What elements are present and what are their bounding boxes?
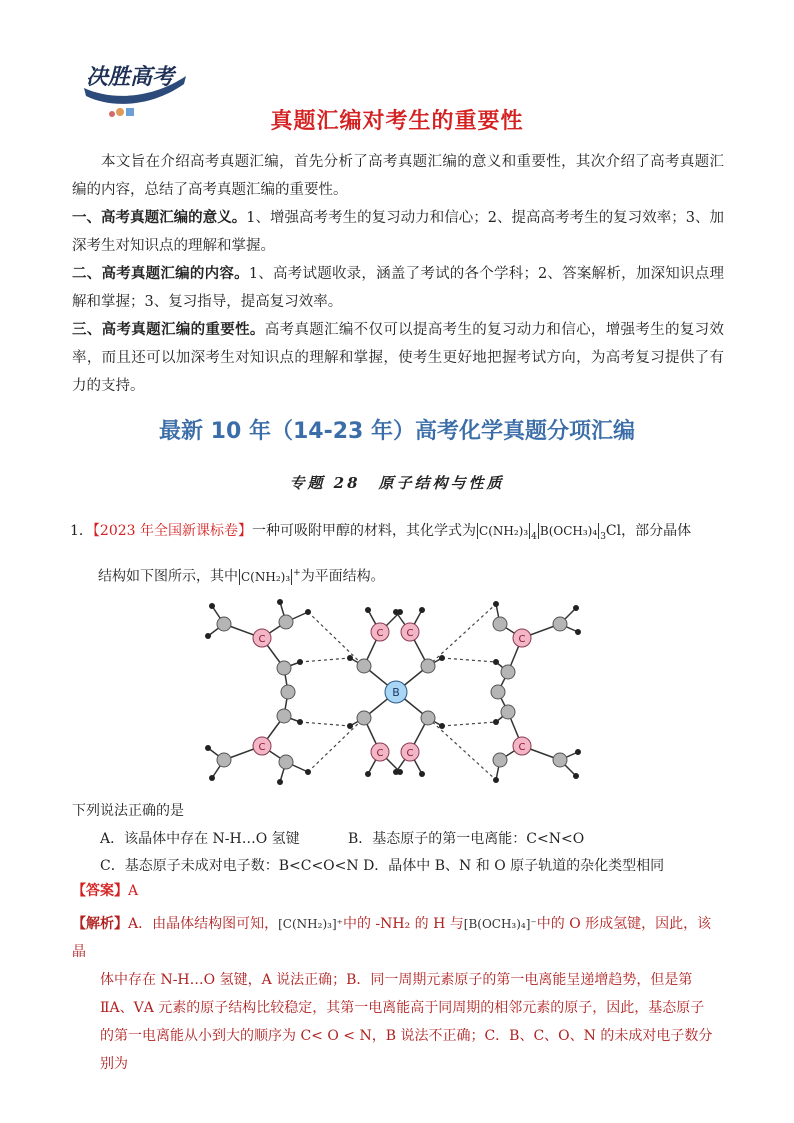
carbon-label: C <box>406 628 414 639</box>
question-text: 为平面结构。 <box>300 568 385 585</box>
formula-tail: Cl <box>605 523 622 539</box>
carbon-label: C <box>406 748 414 759</box>
question-text: 一种可吸附甲醇的材料，其化学式为 <box>252 523 477 539</box>
analysis-formula: [B(OCH₃)₄]⁻ <box>463 917 537 931</box>
analysis-text: 中的 O 形成氢键，因此，该晶 <box>72 916 712 960</box>
analysis-formula: [C(NH₂)₃]⁺ <box>278 917 343 931</box>
crystal-structure-diagram <box>200 592 600 792</box>
section-body: 高考真题汇编不仅可以提高考生的复习动力和信心，增强考生的复习效率，而且还可以加深考生对知识点的理解和掌握，使考生更好地把握考试方向，为高考复习提供了有力的支持。 <box>72 322 724 394</box>
analysis <box>72 910 722 1078</box>
formula-superscript: + <box>293 568 301 578</box>
option-b: B．基态原子的第一电离能：C<N<O <box>348 831 585 847</box>
question-number: 1． <box>70 523 93 539</box>
topic-heading: 专题 28 原子结构与性质 <box>289 474 505 492</box>
carbon-label: C <box>258 742 266 753</box>
analysis-text: A．由晶体结构图可知， <box>128 916 279 932</box>
collection-subtitle: 最新 10 年（14-23 年）高考化学真题分项汇编 <box>159 419 635 444</box>
question-text: 结构如下图所示，其中 <box>98 568 238 585</box>
section-heading: 一、高考真题汇编的意义。 <box>72 210 247 226</box>
carbon-label: C <box>518 634 526 645</box>
section-heading: 三、高考真题汇编的重要性。 <box>72 322 265 338</box>
section-body: 1、高考试题收录，涵盖了考试的各个学科；2、答案解析，加深知识点理解和掌握；3、复习指导，提高复习效率。 <box>72 266 725 310</box>
intro-paragraph: 本文旨在介绍高考真题汇编，首先分析了高考真题汇编的意义和重要性，其次介绍了高考真题汇编的内容，总结了高考真题汇编的重要性。 <box>72 154 724 198</box>
question-1-line-1 <box>70 520 730 548</box>
formula-anion: B(OCH₃)₄ <box>539 524 598 538</box>
carbon-label: C <box>258 634 266 645</box>
analysis-line: ⅡA、ⅤA 元素的原子结构比较稳定，其第一电离能高于同周期的相邻元素的原子，因此，基态原子 <box>100 1000 705 1016</box>
carbon-label: C <box>376 748 384 759</box>
formula-cation: C(NH₂)₃ <box>241 569 291 584</box>
question-1-line-2 <box>98 562 718 588</box>
answer <box>72 880 138 900</box>
formula-cation: C(NH₂)₃ <box>479 524 529 538</box>
section-content <box>72 260 724 316</box>
section-body: 1、增强高考考生的复习动力和信心；2、提高高考考生的复习效率；3、加深考生对知识点的理解和掌握。 <box>72 210 724 254</box>
option-a: A．该晶体中存在 N-H…O 氢键 <box>100 831 300 847</box>
section-heading: 二、高考真题汇编的内容。 <box>72 266 249 282</box>
question-prompt: 下列说法正确的是 <box>72 803 184 819</box>
carbon-label: C <box>376 628 384 639</box>
main-title: 真题汇编对考生的重要性 <box>270 109 524 134</box>
answer-label: 【答案】 <box>72 883 128 899</box>
analysis-label: 【解析】 <box>72 916 128 932</box>
question-source: 【2023 年全国新课标卷】 <box>92 523 253 539</box>
analysis-text: 中的 -NH₂ 的 H 与 <box>342 916 464 932</box>
section-importance <box>72 316 724 400</box>
answer-value: A <box>128 883 139 899</box>
carbon-label: C <box>518 742 526 753</box>
analysis-line: 体中存在 N-H…O 氢键，A 说法正确；B．同一周期元素原子的第一电离能呈递增趋势，但是第 <box>100 972 693 988</box>
section-significance <box>72 204 724 260</box>
analysis-line: 的第一电离能从小到大的顺序为 C< O < N，B 说法不正确；C．B、C、O、N 的未成对电子数分别为 <box>100 1028 713 1072</box>
formula-subscript: 4 <box>531 531 537 542</box>
question-text: ，部分晶体 <box>621 523 692 539</box>
formula-subscript: 3 <box>600 531 606 542</box>
option-c-d: C．基态原子未成对电子数：B<C<O<N D．晶体中 B、N 和 O 原子轨道的杂化类型相同 <box>100 858 665 874</box>
boron-label: B <box>392 686 400 699</box>
logo-text: 决胜高考 <box>86 64 175 90</box>
